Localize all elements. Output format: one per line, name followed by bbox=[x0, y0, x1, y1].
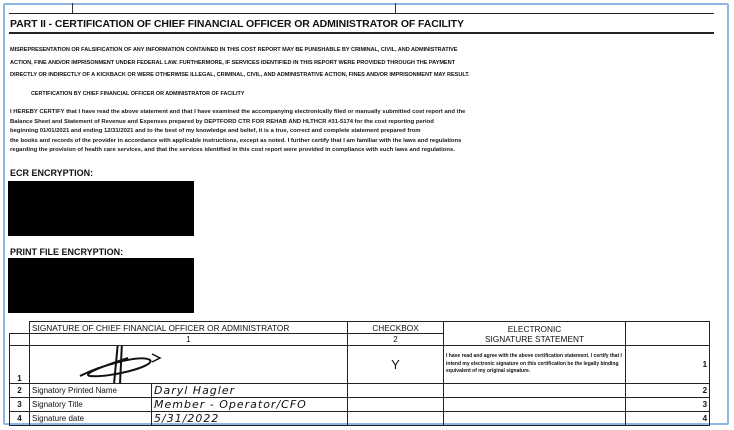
certification-line: regarding the provision of health care services, and that the services identified in this cost report were provided in compliance with such laws and regulations. bbox=[10, 147, 455, 154]
certification-line: I HEREBY CERTIFY that I have read the above statement and that I have examined the accompanying electronically filed or manually submitted cost report and the bbox=[10, 109, 466, 115]
print-file-encryption-label: PRINT FILE ENCRYPTION: bbox=[10, 247, 124, 257]
warning-line: DIRECTLY OR INDIRECTLY OF A KICKBACK OR WERE OTHERWISE ILLEGAL, CRIMINAL, CIVIL, AND ADMINISTRATIVE ACTION, FINES AND/OR IMPRISONMENT MAY RESULT. bbox=[10, 72, 470, 78]
title-underline bbox=[9, 32, 714, 34]
certification-statement bbox=[10, 108, 465, 156]
column-number-2: 2 bbox=[348, 334, 444, 346]
signature-cell[interactable] bbox=[30, 346, 348, 384]
certification-line: the books and records of the provider in accordance with applicable instructions, except as noted. I further certify that I am familiar with the laws and regulations bbox=[10, 137, 462, 144]
certification-line: Balance Sheet and Statement of Revenue and Expenses prepared by DEPTFORD CTR FOR REHAB AND HLTHCR #31-5174 for the cost reporting period bbox=[10, 118, 434, 125]
warning-line: ACTION, FINE AND/OR IMPRISONMENT UNDER FEDERAL LAW. FURTHERMORE, IF SERVICES IDENTIFIED IN THIS REPORT WERE PROVIDED THROUGH THE PAYMENT bbox=[10, 59, 455, 66]
line-number: 4 bbox=[626, 412, 710, 426]
table-row bbox=[10, 384, 710, 398]
checkbox-value[interactable]: Y bbox=[348, 346, 444, 384]
row-number: 3 bbox=[10, 398, 30, 412]
line-number: 1 bbox=[626, 346, 710, 384]
warning-text bbox=[10, 44, 470, 82]
header-line: SIGNATURE STATEMENT bbox=[484, 333, 585, 344]
top-divider-left bbox=[72, 3, 73, 13]
top-rule bbox=[9, 13, 714, 14]
row-number: 1 bbox=[10, 346, 30, 384]
number-blank bbox=[10, 334, 30, 346]
part-title: PART II - CERTIFICATION OF CHIEF FINANCIAL OFFICER OR ADMINISTRATOR OF FACILITY bbox=[10, 18, 464, 30]
checkbox-cell bbox=[348, 412, 444, 426]
print-file-encryption-redaction bbox=[8, 258, 194, 313]
signature-table bbox=[9, 321, 710, 426]
checkbox-cell bbox=[348, 384, 444, 398]
table-row bbox=[10, 346, 710, 384]
row-number: 2 bbox=[10, 384, 30, 398]
electronic-signature-statement: I have read and agree with the above certification statement. I certify that I intend my electronic signature on this certification be the legally binding equivalent of my original signature. bbox=[444, 346, 626, 384]
top-divider-right bbox=[395, 3, 396, 13]
warning-line: MISREPRESENTATION OR FALSIFICATION OF ANY INFORMATION CONTAINED IN THIS COST REPORT MAY BE PUNISHABLE BY CRIMINAL, CIVIL, AND ADMINISTRATIVE bbox=[10, 47, 458, 53]
ecr-encryption-redaction bbox=[8, 181, 194, 236]
certification-heading: CERTIFICATION BY CHIEF FINANCIAL OFFICER OR ADMINISTRATOR OF FACILITY bbox=[31, 91, 245, 97]
column-number-1: 1 bbox=[30, 334, 348, 346]
table-row bbox=[10, 398, 710, 412]
ecr-encryption-label: ECR ENCRYPTION: bbox=[10, 168, 94, 178]
certification-line: beginning 01/01/2021 and ending 12/31/2021 and to the best of my knowledge and belief, it is a true, correct and complete statement prepared from bbox=[10, 128, 421, 135]
table-header-row bbox=[10, 322, 710, 334]
signature-date-value[interactable]: 5/31/2022 bbox=[152, 412, 348, 426]
statement-cell bbox=[444, 398, 626, 412]
line-number: 2 bbox=[626, 384, 710, 398]
signatory-title-value[interactable]: Member - Operator/CFO bbox=[152, 398, 348, 412]
row-label: Signatory Title bbox=[30, 398, 152, 412]
header-blank-right bbox=[626, 322, 710, 346]
header-blank bbox=[10, 322, 30, 334]
row-label: Signature date bbox=[30, 412, 152, 426]
signature-column-header: SIGNATURE OF CHIEF FINANCIAL OFFICER OR ADMINISTRATOR bbox=[30, 322, 348, 334]
checkbox-cell bbox=[348, 398, 444, 412]
electronic-signature-statement-header bbox=[444, 322, 626, 346]
header-line: ELECTRONIC bbox=[507, 323, 562, 334]
line-number: 3 bbox=[626, 398, 710, 412]
statement-cell bbox=[444, 412, 626, 426]
handwritten-signature-icon bbox=[70, 346, 190, 384]
table-row bbox=[10, 412, 710, 426]
checkbox-column-header: CHECKBOX bbox=[348, 322, 444, 334]
statement-cell bbox=[444, 384, 626, 398]
row-number: 4 bbox=[10, 412, 30, 426]
signatory-printed-name-value[interactable]: Daryl Hagler bbox=[152, 384, 348, 398]
row-label: Signatory Printed Name bbox=[30, 384, 152, 398]
